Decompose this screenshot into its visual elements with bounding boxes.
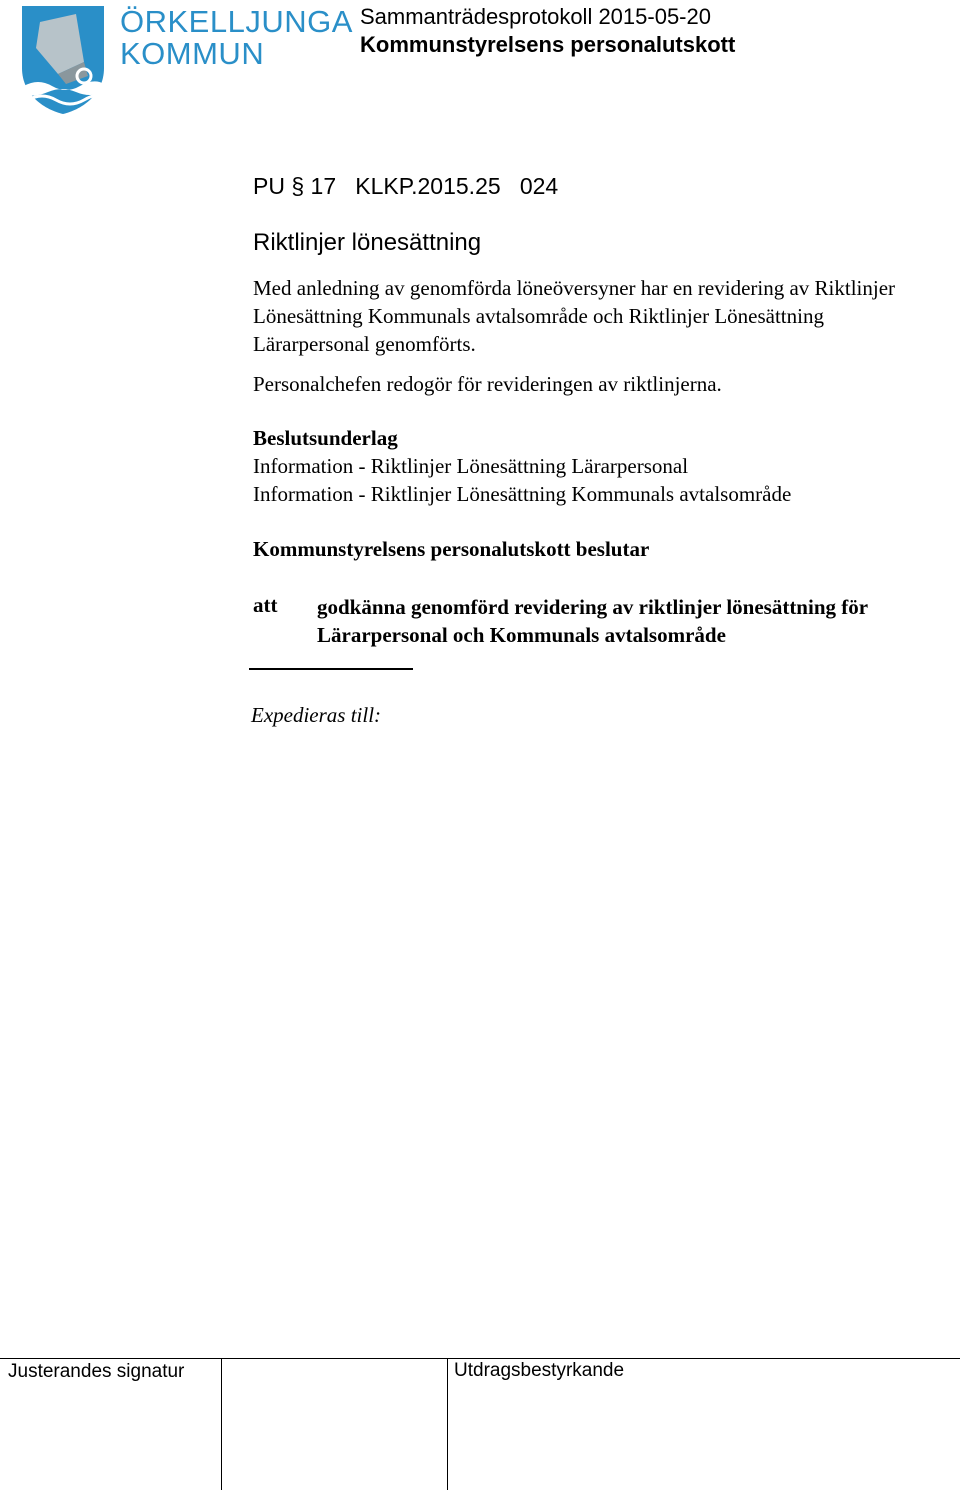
decision-text: godkänna genomförd revidering av riktlinjer lönesättning för Lärarpersonal och Kommunals avtalsområde (317, 595, 868, 647)
signature-label: Justerandes signatur (8, 1361, 185, 1382)
case-title: Riktlinjer lönesättning (253, 229, 482, 256)
distribution-label: Expedieras till: (251, 703, 382, 727)
basis-heading: Beslutsunderlag (253, 426, 398, 450)
footer-divider (0, 1358, 960, 1359)
municipality-logo (18, 4, 108, 114)
decision-heading: Kommunstyrelsens personalutskott beslutar (253, 537, 650, 561)
document-title: Sammanträdesprotokoll 2015-05-20 (360, 4, 711, 29)
separator-line (249, 668, 413, 670)
body-paragraph: Med anledning av genomförda löneöversyner har en revidering av Riktlinjer Lönesättning Kommunals avtalsområde och Riktlinjer Lönesättning Lärarpersonal genomförts. (253, 276, 896, 356)
municipality-shield-icon (18, 4, 108, 114)
case-reference: PU § 17 KLKP.2015.25 024 (253, 173, 559, 199)
basis-item: Information - Riktlinjer Lönesättning Lärarpersonal (253, 454, 689, 478)
basis-item: Information - Riktlinjer Lönesättning Kommunals avtalsområde (253, 482, 792, 506)
logo-text-line2: KOMMUN (120, 36, 265, 71)
logo-text-line1: ÖRKELLJUNGA (120, 4, 353, 39)
footer-column-divider (447, 1358, 448, 1490)
document-subtitle: Kommunstyrelsens personalutskott (360, 32, 736, 57)
body-paragraph: Personalchefen redogör för revideringen av riktlinjerna. (253, 372, 722, 396)
footer-column-divider (221, 1358, 222, 1490)
certifier-label: Utdragsbestyrkande (454, 1360, 625, 1381)
decision-att-label: att (253, 593, 278, 617)
